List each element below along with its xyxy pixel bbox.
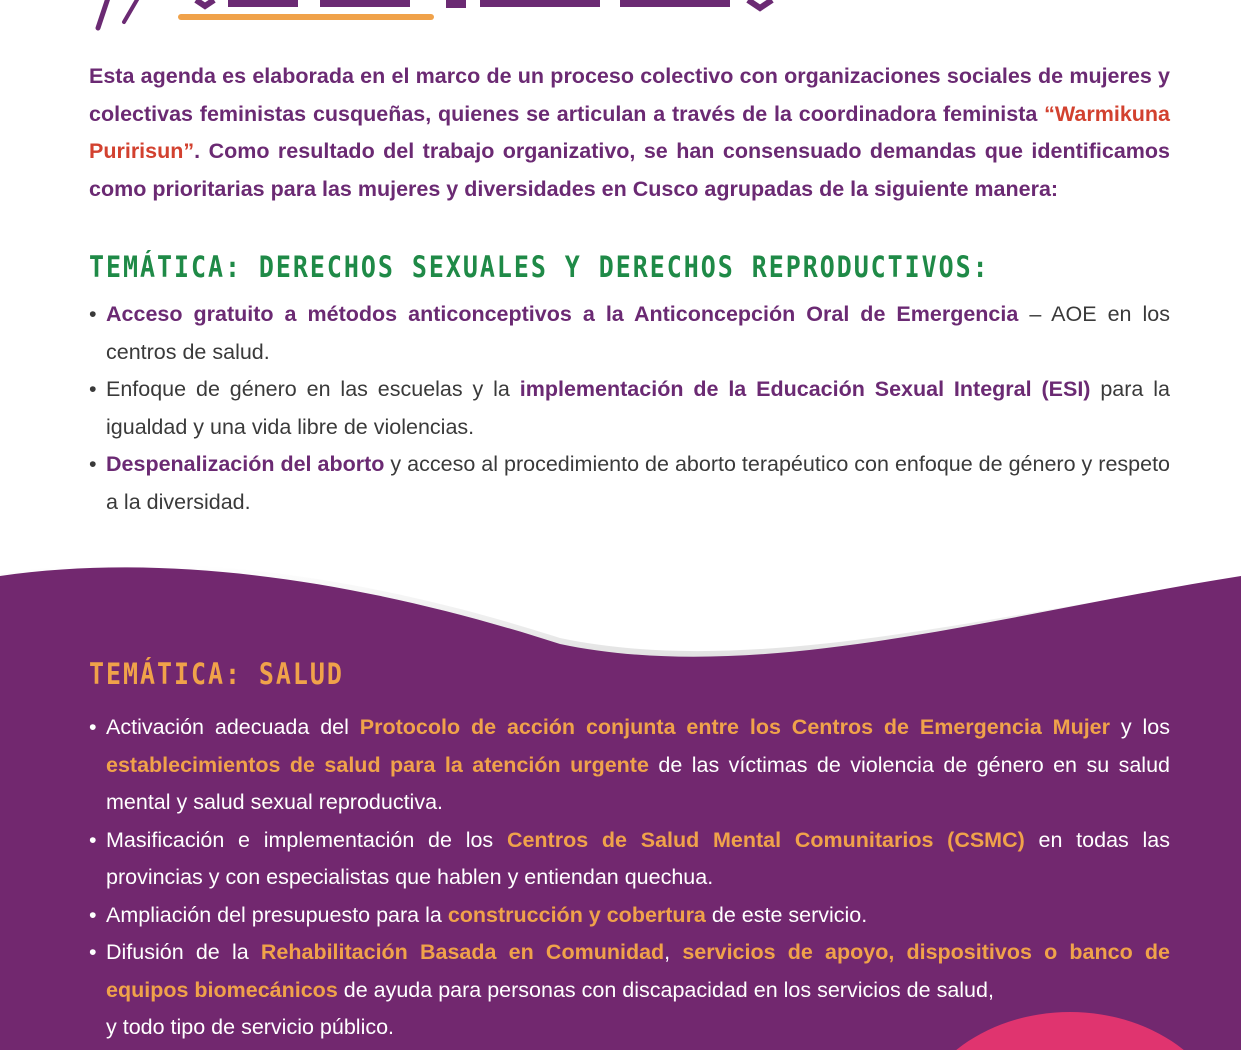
sexual-rights-list <box>89 296 1170 521</box>
title-letter-fragment <box>320 0 410 7</box>
list-item: • Enfoque de género en las escuelas y la implementación de la Educación Sexual Integral (ESI) para la igualdad y una vida libre de violencias. <box>89 371 1170 446</box>
intro-paragraph <box>89 58 1170 208</box>
title-letter-fragment <box>748 0 772 8</box>
title-letter-fragment <box>228 0 298 7</box>
title-decoration <box>0 0 1241 40</box>
title-letter-fragment <box>446 0 466 8</box>
org-name: “Warmikuna Puririsun” <box>89 101 1170 163</box>
section-heading-sexual-rights: TEMÁTICA: DERECHOS SEXUALES Y DERECHOS REPRODUCTIVOS: <box>89 250 990 284</box>
section-heading-health: TEMÁTICA: SALUD <box>89 657 344 691</box>
title-letter-fragment <box>620 0 730 7</box>
title-brush-stroke-2 <box>124 0 138 22</box>
intro-text-end: . Como resultado del trabajo organizativo, se han consensuado demandas que identificamos como prioritarias para las mujeres y diversidades en Cusco agrupadas de la siguiente manera: <box>89 139 1170 201</box>
title-underline <box>178 14 434 20</box>
title-letter-fragment <box>480 0 600 7</box>
title-brush-stroke <box>98 0 108 28</box>
health-list <box>89 709 1170 1047</box>
title-letter-fragment <box>196 0 214 6</box>
pink-circle-decoration <box>900 1010 1240 1050</box>
list-item: • Ampliación del presupuesto para la construcción y cobertura de este servicio. <box>89 897 1170 935</box>
intro-text: Esta agenda es elaborada en el marco de un proceso colectivo con organizaciones sociales de mujeres y colectivas feministas cusqueñas, quienes se articulan a través de la coordinadora feminista <box>89 64 1170 126</box>
list-item: • Difusión de la Rehabilitación Basada en Comunidad, servicios de apoyo, dispositivos o banco de equipos biomecánicos de ayuda para personas con discapacidad en los servicios de salud, y todo tipo de servicio público. <box>89 934 1170 1047</box>
list-item: • Masificación e implementación de los Centros de Salud Mental Comunitarios (CSMC) en todas las provincias y con especialistas que hablen y entiendan quechua. <box>89 822 1170 897</box>
list-item: • Despenalización del aborto y acceso al procedimiento de aborto terapéutico con enfoque de género y respeto a la diversidad. <box>89 446 1170 521</box>
list-item: • Activación adecuada del Protocolo de acción conjunta entre los Centros de Emergencia Mujer y los establecimientos de salud para la atención urgente de las víctimas de violencia de género en su salud mental y salud sexual reproductiva. <box>89 709 1170 822</box>
list-item: • Acceso gratuito a métodos anticonceptivos a la Anticoncepción Oral de Emergencia – AOE en los centros de salud. <box>89 296 1170 371</box>
